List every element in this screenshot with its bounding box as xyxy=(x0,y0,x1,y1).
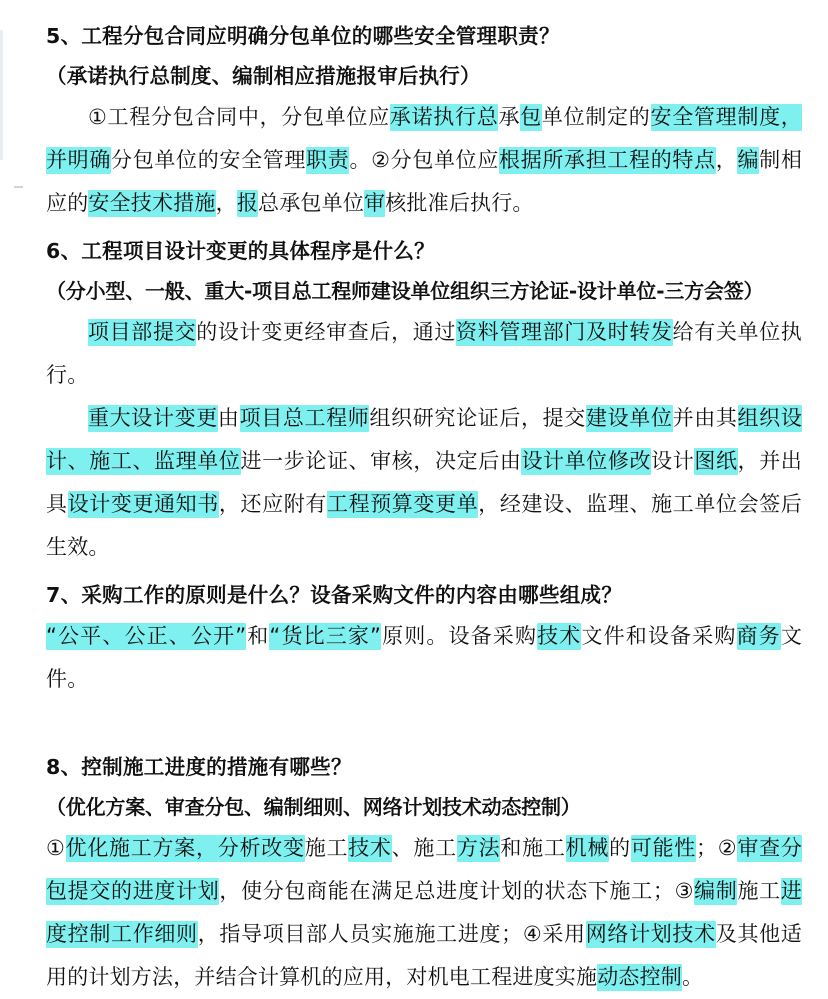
highlighted-text: 根据所承担工程的特点 xyxy=(499,148,716,172)
highlighted-text: 包提交的进度计划 xyxy=(46,879,220,903)
highlighted-text: 建设单位 xyxy=(585,406,673,430)
highlighted-text: 优化施工方案， xyxy=(65,836,218,860)
answer-paragraph xyxy=(46,96,802,225)
answer-paragraph xyxy=(46,311,802,397)
plain-text: 、施工 xyxy=(391,836,457,860)
plain-text: 生效。 xyxy=(46,535,110,559)
highlighted-text: 网络计划技术 xyxy=(585,922,716,946)
highlighted-text: 项目总工程师 xyxy=(239,406,370,430)
highlighted-text: 度控制工作细则 xyxy=(46,922,198,946)
highlighted-text: 并明确 xyxy=(46,148,112,172)
highlighted-text: 进 xyxy=(780,879,802,903)
plain-text: 由 xyxy=(217,406,240,430)
section-gap xyxy=(46,701,802,747)
highlighted-text: 组织设 xyxy=(737,406,803,430)
plain-text: 原则。设备采购 xyxy=(381,624,538,648)
plain-text: ， xyxy=(715,148,738,172)
plain-text: ，经建设、监理、施工单位会签后 xyxy=(478,492,803,516)
highlighted-text: 审查分 xyxy=(737,836,803,860)
question-subheading-q5: （承诺执行总制度、编制相应措施报审后执行） xyxy=(46,64,481,88)
highlighted-text: “货比三家” xyxy=(269,624,382,648)
plain-text: ①工程分包合同中，分包单位应 xyxy=(88,105,390,129)
plain-text: ，并出 xyxy=(737,449,802,473)
plain-text: 设计 xyxy=(651,449,695,473)
highlighted-text: 工程预算变更单 xyxy=(326,492,479,516)
plain-text: 和 xyxy=(246,624,270,648)
highlighted-text: 分析改变 xyxy=(217,836,305,860)
plain-text: 总承包单位 xyxy=(258,191,365,215)
plain-text: 施工 xyxy=(304,836,349,860)
highlighted-text: 设计变更通知书 xyxy=(67,492,219,516)
highlighted-text: 资料管理部门及时转 xyxy=(456,320,651,344)
highlighted-text: 方法 xyxy=(456,836,501,860)
highlighted-text: 包 xyxy=(520,105,542,129)
plain-text: 。 xyxy=(682,965,704,989)
highlighted-text: 审 xyxy=(364,191,386,215)
plain-text: 及其他适 xyxy=(715,922,803,946)
highlighted-text: 安全技术措施 xyxy=(88,191,216,215)
highlighted-text: 可能性 xyxy=(630,836,697,860)
document-content xyxy=(46,16,802,999)
plain-text: 应的 xyxy=(46,191,89,215)
highlighted-text: 发 xyxy=(650,320,673,344)
plain-text: 具 xyxy=(46,492,68,516)
plain-text: 用的计划方法，并结合计算机的应用，对机电工程进度实施 xyxy=(46,965,598,989)
highlighted-text: 职责 xyxy=(306,148,350,172)
plain-text: 承 xyxy=(498,105,521,129)
question-subheading-q8: （优化方案、审查分包、编制细则、网络计划技术动态控制） xyxy=(46,795,581,819)
highlighted-text: 安全管理制度， xyxy=(650,105,803,129)
plain-text: ，指导项目部人员实施施工进度；④采用 xyxy=(197,922,586,946)
plain-text: 施工 xyxy=(737,879,781,903)
plain-text: ① xyxy=(46,836,66,860)
highlighted-text: 技术 xyxy=(348,836,392,860)
plain-text: 文件和设备采购 xyxy=(581,624,737,648)
highlighted-text: 承诺执行总 xyxy=(389,105,499,129)
plain-text: 分包单位的安全管理 xyxy=(111,148,307,172)
highlighted-text: 项目部提交 xyxy=(88,320,197,344)
highlighted-text: 计、施工、监理单位 xyxy=(46,449,241,473)
question-heading-q8: 8、控制施工进度的措施有哪些？ xyxy=(46,755,352,779)
highlighted-text: 机械 xyxy=(565,836,610,860)
plain-text: ， xyxy=(215,191,237,215)
plain-text: 核批准后执行。 xyxy=(385,191,534,215)
question-subheading-q6: （分小型、一般、重大-项目总工程师建设单位组织三方论证-设计单位-三方会签） xyxy=(46,279,764,303)
plain-text: 。②分包单位应 xyxy=(349,148,500,172)
highlighted-text: 动态控制 xyxy=(597,965,683,989)
answer-paragraph xyxy=(46,397,802,569)
highlighted-text: 设计单位修改 xyxy=(521,449,652,473)
highlighted-text: 编制 xyxy=(694,879,738,903)
highlighted-text: 报 xyxy=(236,191,259,215)
highlighted-text: 重大设计变更 xyxy=(88,406,218,430)
highlighted-text: 技术 xyxy=(537,624,582,648)
highlighted-text: 编 xyxy=(737,148,760,172)
plain-text: 的设计变更经审查后，通过 xyxy=(196,320,457,344)
plain-text: 行。 xyxy=(46,363,89,387)
plain-text: 单位制定的 xyxy=(541,105,651,129)
question-heading-q6: 6、工程项目设计变更的具体程序是什么？ xyxy=(46,239,435,263)
plain-text: 制相 xyxy=(759,148,803,172)
plain-text: 并由其 xyxy=(672,406,738,430)
plain-text: 组织研究论证后，提交 xyxy=(369,406,586,430)
highlighted-text: 图纸 xyxy=(694,449,738,473)
plain-text: 的 xyxy=(609,836,631,860)
highlighted-text: 商务 xyxy=(736,624,781,648)
plain-text: 和施工 xyxy=(500,836,566,860)
answer-paragraph xyxy=(46,615,802,701)
plain-text: ；② xyxy=(696,836,738,860)
highlighted-text: “公平、公正、公开” xyxy=(46,624,247,648)
plain-text: ，使分包商能在满足总进度计划的状态下施工；③ xyxy=(219,879,695,903)
plain-text: 进一步论证、审核，决定后由 xyxy=(240,449,522,473)
answer-paragraph xyxy=(46,827,802,999)
question-heading-q7: 7、采购工作的原则是什么？设备采购文件的内容由哪些组成？ xyxy=(46,583,623,607)
plain-text: 文件。 xyxy=(46,624,803,691)
plain-text: 给有关单位执 xyxy=(672,320,802,344)
question-heading-q5: 5、工程分包合同应明确分包单位的哪些安全管理职责？ xyxy=(46,24,560,48)
plain-text: ，还应附有 xyxy=(218,492,327,516)
